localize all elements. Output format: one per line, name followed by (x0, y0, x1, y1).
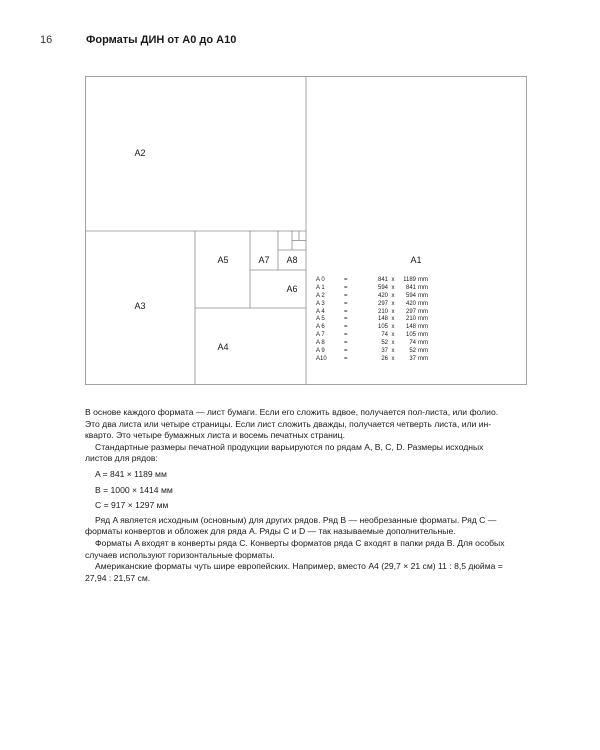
size-eq: = (344, 308, 348, 315)
label-a7: A7 (258, 255, 270, 265)
size-row (316, 324, 438, 332)
size-name: A10 (316, 355, 327, 362)
size-eq: = (344, 324, 348, 331)
size-row (316, 316, 438, 324)
label-a3: A3 (134, 301, 146, 311)
formula-series-c: C = 917 × 1297 мм (95, 500, 169, 511)
size-row (316, 293, 438, 301)
size-name: A 2 (316, 292, 325, 299)
din-format-diagram (85, 76, 527, 385)
size-height: 841 (405, 284, 416, 291)
size-name: A 0 (316, 277, 325, 283)
paragraph-intro: В основе каждого формата — лист бумаги. Если его сложить вдвое, получается пол-листа, или фолио. Это два листа или четыре страницы. Если лист сложить дважды, получается четверть листа, или ин-кварто. Это четыре бумажных листа и восемь печатных страниц. (85, 407, 499, 441)
size-x: x (391, 348, 395, 355)
size-unit: mm (418, 292, 428, 299)
size-unit: mm (418, 340, 428, 347)
size-unit: mm (418, 332, 428, 339)
size-eq: = (344, 284, 348, 291)
size-row (316, 309, 438, 317)
size-width: 420 (377, 292, 388, 299)
size-eq: = (344, 316, 348, 323)
paragraph-series: Стандартные размеры печатной продукции варьируются по рядам A, B, C, D. Размеры исходных листов для рядов: (85, 441, 484, 464)
size-x: x (391, 292, 395, 299)
size-x: x (391, 332, 395, 339)
size-name: A 8 (316, 340, 325, 347)
size-name: A 3 (316, 300, 325, 307)
size-unit: mm (418, 355, 428, 362)
size-unit: mm (418, 316, 428, 323)
size-width: 52 (381, 340, 388, 347)
size-eq: = (344, 300, 348, 307)
size-x: x (391, 316, 395, 323)
size-name: A 9 (316, 348, 325, 355)
label-a2: A2 (134, 148, 146, 158)
page-number: 16 (40, 34, 53, 46)
size-height: 52 (409, 348, 416, 355)
size-name: A 5 (316, 316, 325, 323)
size-height: 594 (405, 292, 416, 299)
size-width: 297 (377, 300, 388, 307)
size-unit: mm (418, 277, 428, 283)
size-height: 210 (405, 316, 416, 323)
label-a5: A5 (217, 255, 229, 265)
size-name: A 1 (316, 284, 325, 291)
size-unit: mm (418, 284, 428, 291)
size-row (316, 277, 438, 285)
label-a6: A6 (286, 284, 298, 294)
label-a8: A8 (286, 255, 298, 265)
body-text (85, 407, 505, 584)
size-x: x (391, 308, 395, 315)
paragraph-series-roles: Ряд A является исходным (основным) для других рядов. Ряд B — необрезанные форматы. Ряд C — форматы конвертов и обложек для ряда A. Ряды C и D — так называемые дополнительные. (85, 514, 497, 537)
size-width: 105 (377, 324, 388, 331)
size-x: x (391, 355, 395, 362)
size-unit: mm (418, 300, 428, 307)
size-height: 74 (409, 340, 416, 347)
size-width: 74 (381, 332, 388, 339)
size-eq: = (344, 332, 348, 339)
size-width: 26 (381, 355, 388, 362)
size-x: x (391, 300, 395, 307)
size-x: x (391, 284, 395, 291)
size-x: x (391, 340, 395, 347)
size-height: 37 (409, 355, 416, 362)
size-height: 105 (405, 332, 416, 339)
formula-series-b: B = 1000 × 1414 мм (95, 484, 173, 495)
size-width: 37 (381, 348, 388, 355)
paragraph-american: Американские форматы чуть шире европейских. Например, вместо A4 (29,7 × 21 см) 11 : 8,5 дюйма = 27,94 : 21,57 см. (85, 561, 503, 583)
size-unit: mm (418, 308, 428, 315)
size-eq: = (344, 277, 348, 283)
size-eq: = (344, 340, 348, 347)
size-table (316, 277, 438, 364)
paragraph-envelopes: Форматы A входят в конверты ряда C. Конверты форматов ряда C входят в папки ряда B. Для особых случаев используют горизонтальные форматы. (85, 537, 505, 560)
size-name: A 6 (316, 324, 325, 331)
size-width: 210 (377, 308, 388, 315)
size-unit: mm (418, 324, 428, 331)
size-height: 1189 (403, 277, 416, 283)
size-row (316, 332, 438, 340)
size-name: A 4 (316, 308, 325, 315)
size-row (316, 356, 438, 364)
size-width: 148 (377, 316, 388, 323)
size-height: 297 (405, 308, 416, 315)
formula-series-a: A = 841 × 1189 мм (95, 468, 167, 479)
size-x: x (391, 324, 395, 331)
size-name: A 7 (316, 332, 325, 339)
size-height: 420 (405, 300, 416, 307)
size-row (316, 348, 438, 356)
page-title: Форматы ДИН от А0 до А10 (86, 34, 237, 46)
size-width: 841 (377, 277, 388, 283)
size-eq: = (344, 355, 348, 362)
size-width: 594 (377, 284, 388, 291)
size-row (316, 340, 438, 348)
format-lines (85, 76, 527, 385)
label-a4: A4 (217, 342, 229, 352)
size-row (316, 301, 438, 309)
size-eq: = (344, 348, 348, 355)
size-row (316, 285, 438, 293)
size-height: 148 (405, 324, 416, 331)
label-a1: A1 (410, 255, 422, 265)
size-x: x (391, 277, 395, 283)
size-eq: = (344, 292, 348, 299)
size-unit: mm (418, 348, 428, 355)
